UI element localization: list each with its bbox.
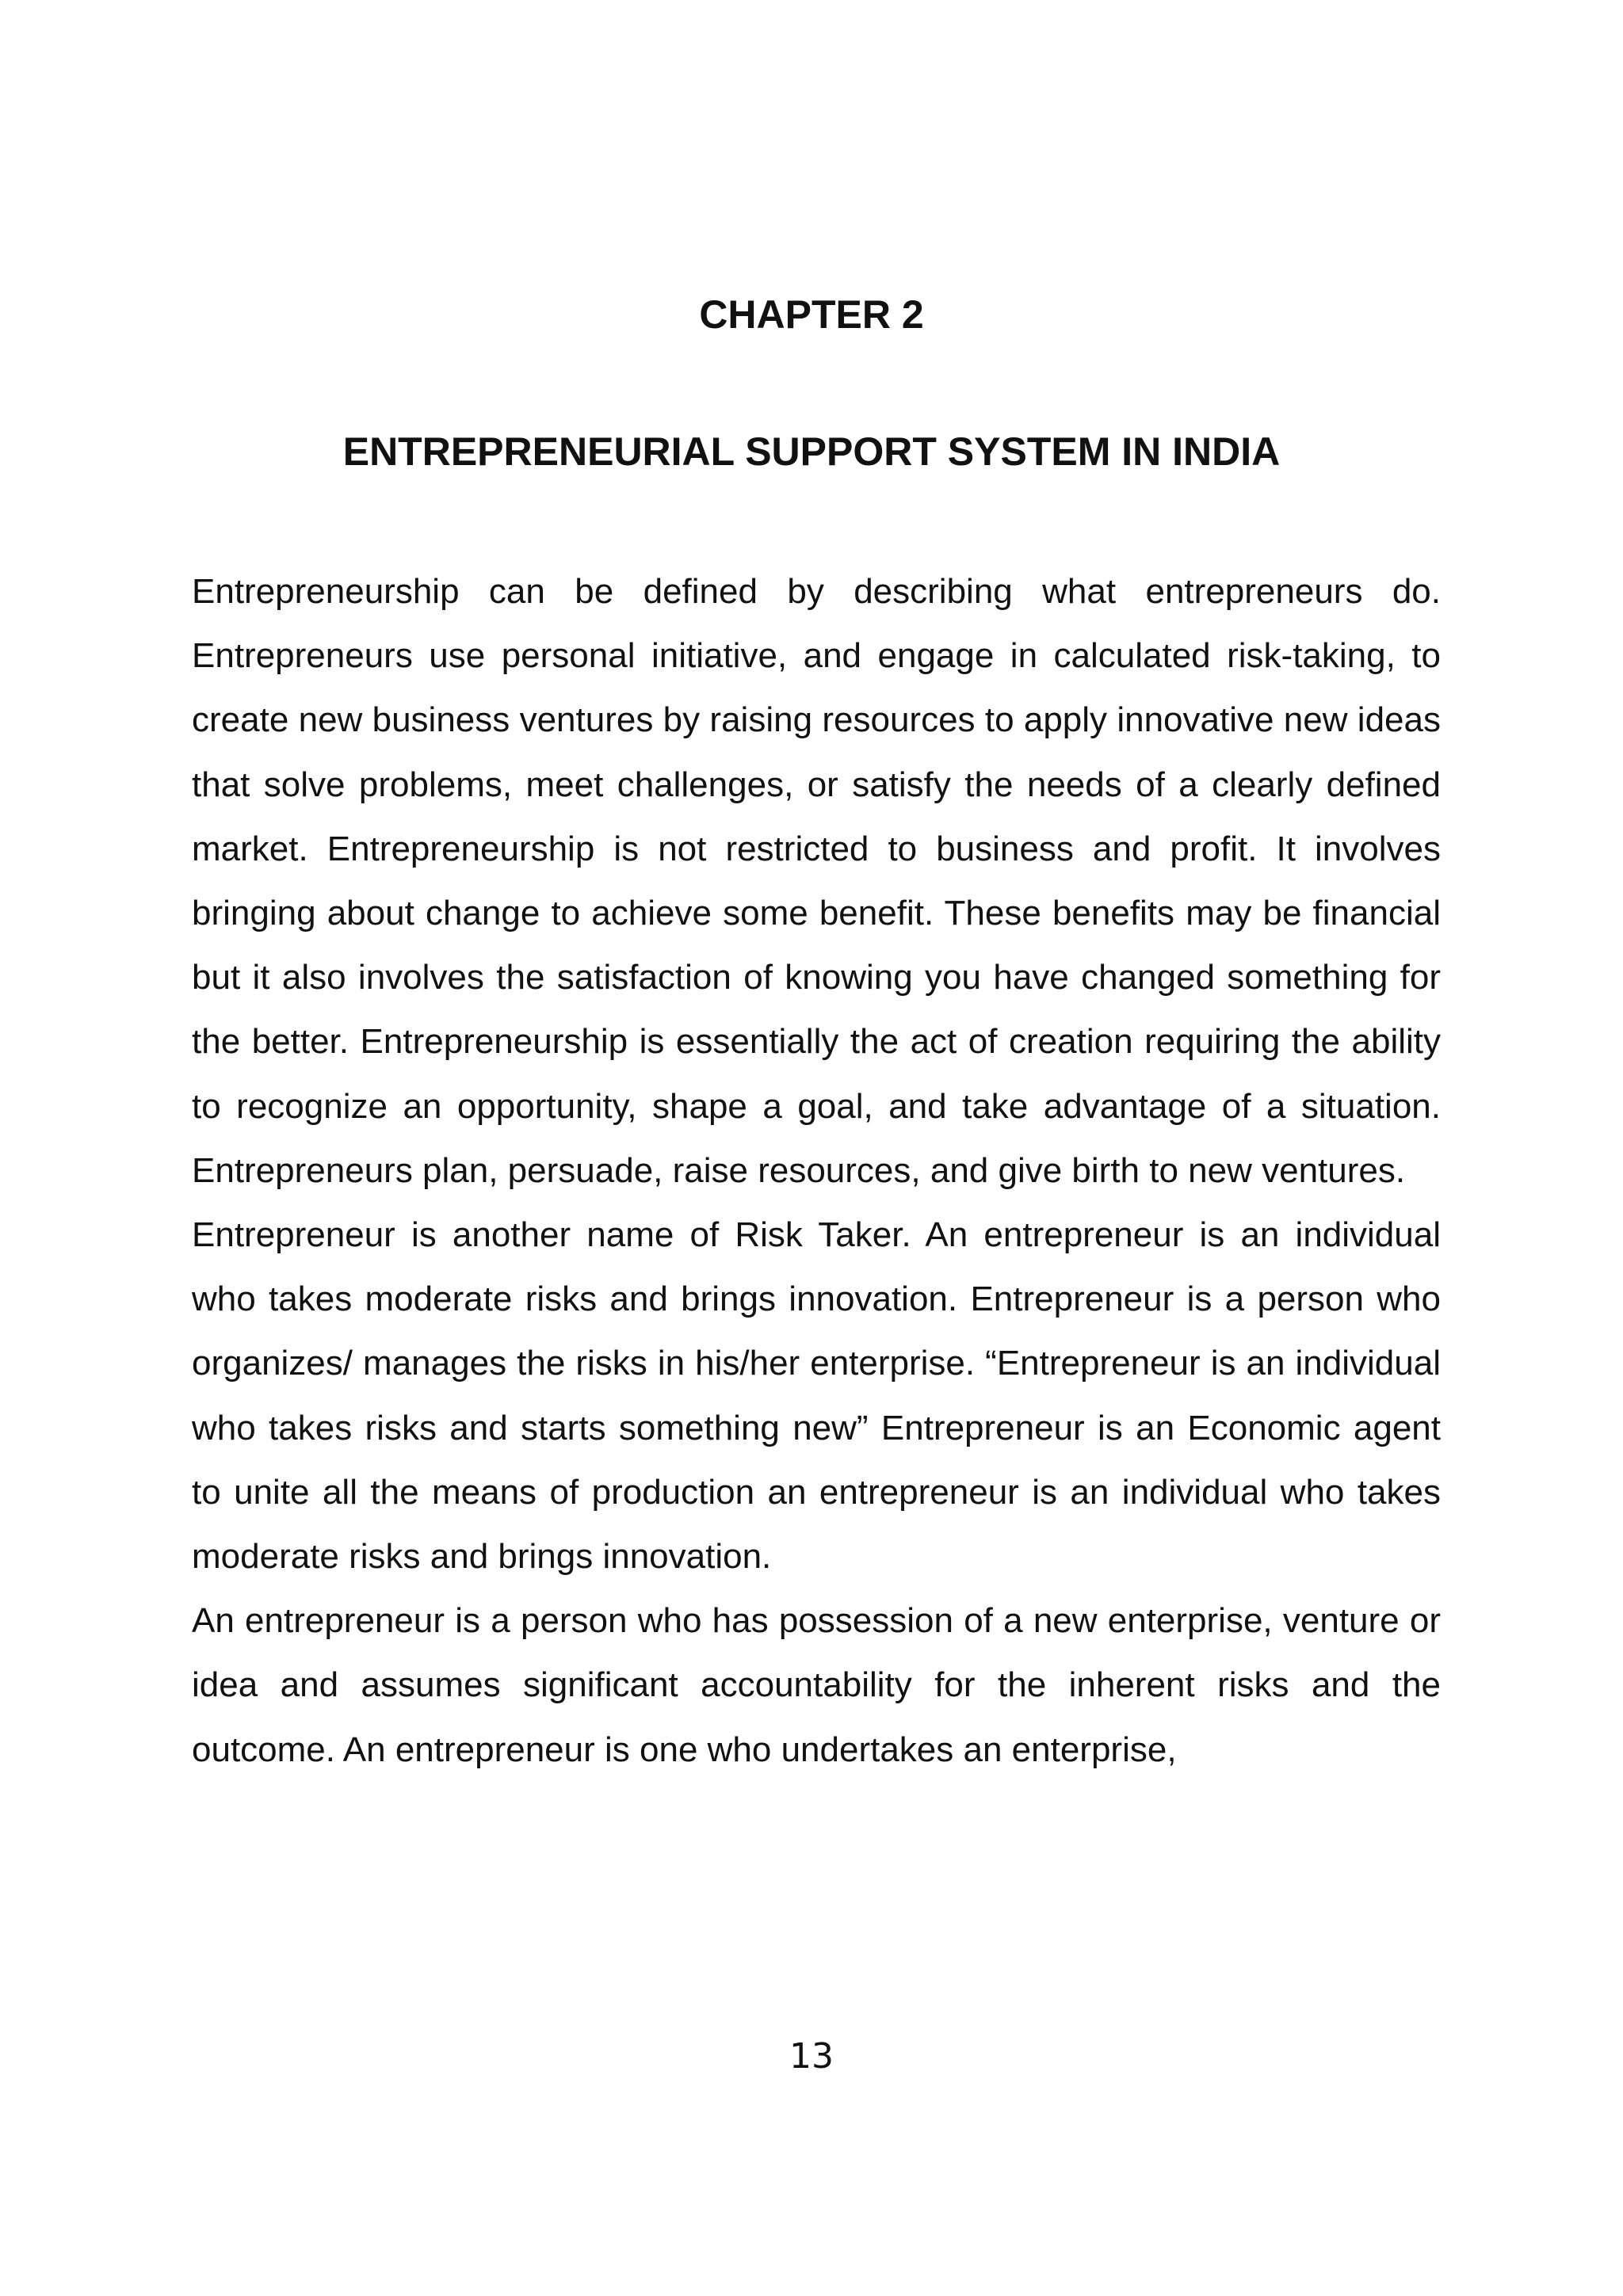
paragraph-risk-taker: Entrepreneur is another name of Risk Taker. An entrepreneur is an individual who takes moderate risks and brings innovation. Entrepreneur is a person who organizes/ manages the risks in his/her enterprise. “Entrepreneur is an individual who takes risks and starts something new” Entrepreneur is an Economic agent to unite all the means of production an entrepreneur is an individual who takes moderate risks and brings innovation. bbox=[192, 1215, 1441, 1577]
chapter-number: CHAPTER 2 bbox=[699, 292, 924, 337]
chapter-title: ENTREPRENEURIAL SUPPORT SYSTEM IN INDIA bbox=[342, 429, 1281, 474]
paragraph-enterprise: An entrepreneur is a person who has possession of a new enterprise, venture or idea and assumes significant accountability for the inherent risks and the outcome. An entrepreneur is one who undertakes an enterprise, bbox=[192, 1601, 1441, 1769]
body-text bbox=[192, 559, 1441, 1782]
page-number: 13 bbox=[789, 2036, 834, 2077]
paragraph-definition: Entrepreneurship can be defined by describing what entrepreneurs do. Entrepreneurs use personal initiative, and engage in calculated risk-taking, to create new business ventures by raising resources to apply innovative new ideas that solve problems, meet challenges, or satisfy the needs of a clearly defined market. Entrepreneurship is not restricted to business and profit. It involves bringing about change to achieve some benefit. These benefits may be financial but it also involves the satisfaction of knowing you have changed something for the better. Entrepreneurship is essentially the act of creation requiring the ability to recognize an opportunity, shape a goal, and take advantage of a situation. Entrepreneurs plan, persuade, raise resources, and give birth to new ventures. bbox=[192, 572, 1441, 1190]
